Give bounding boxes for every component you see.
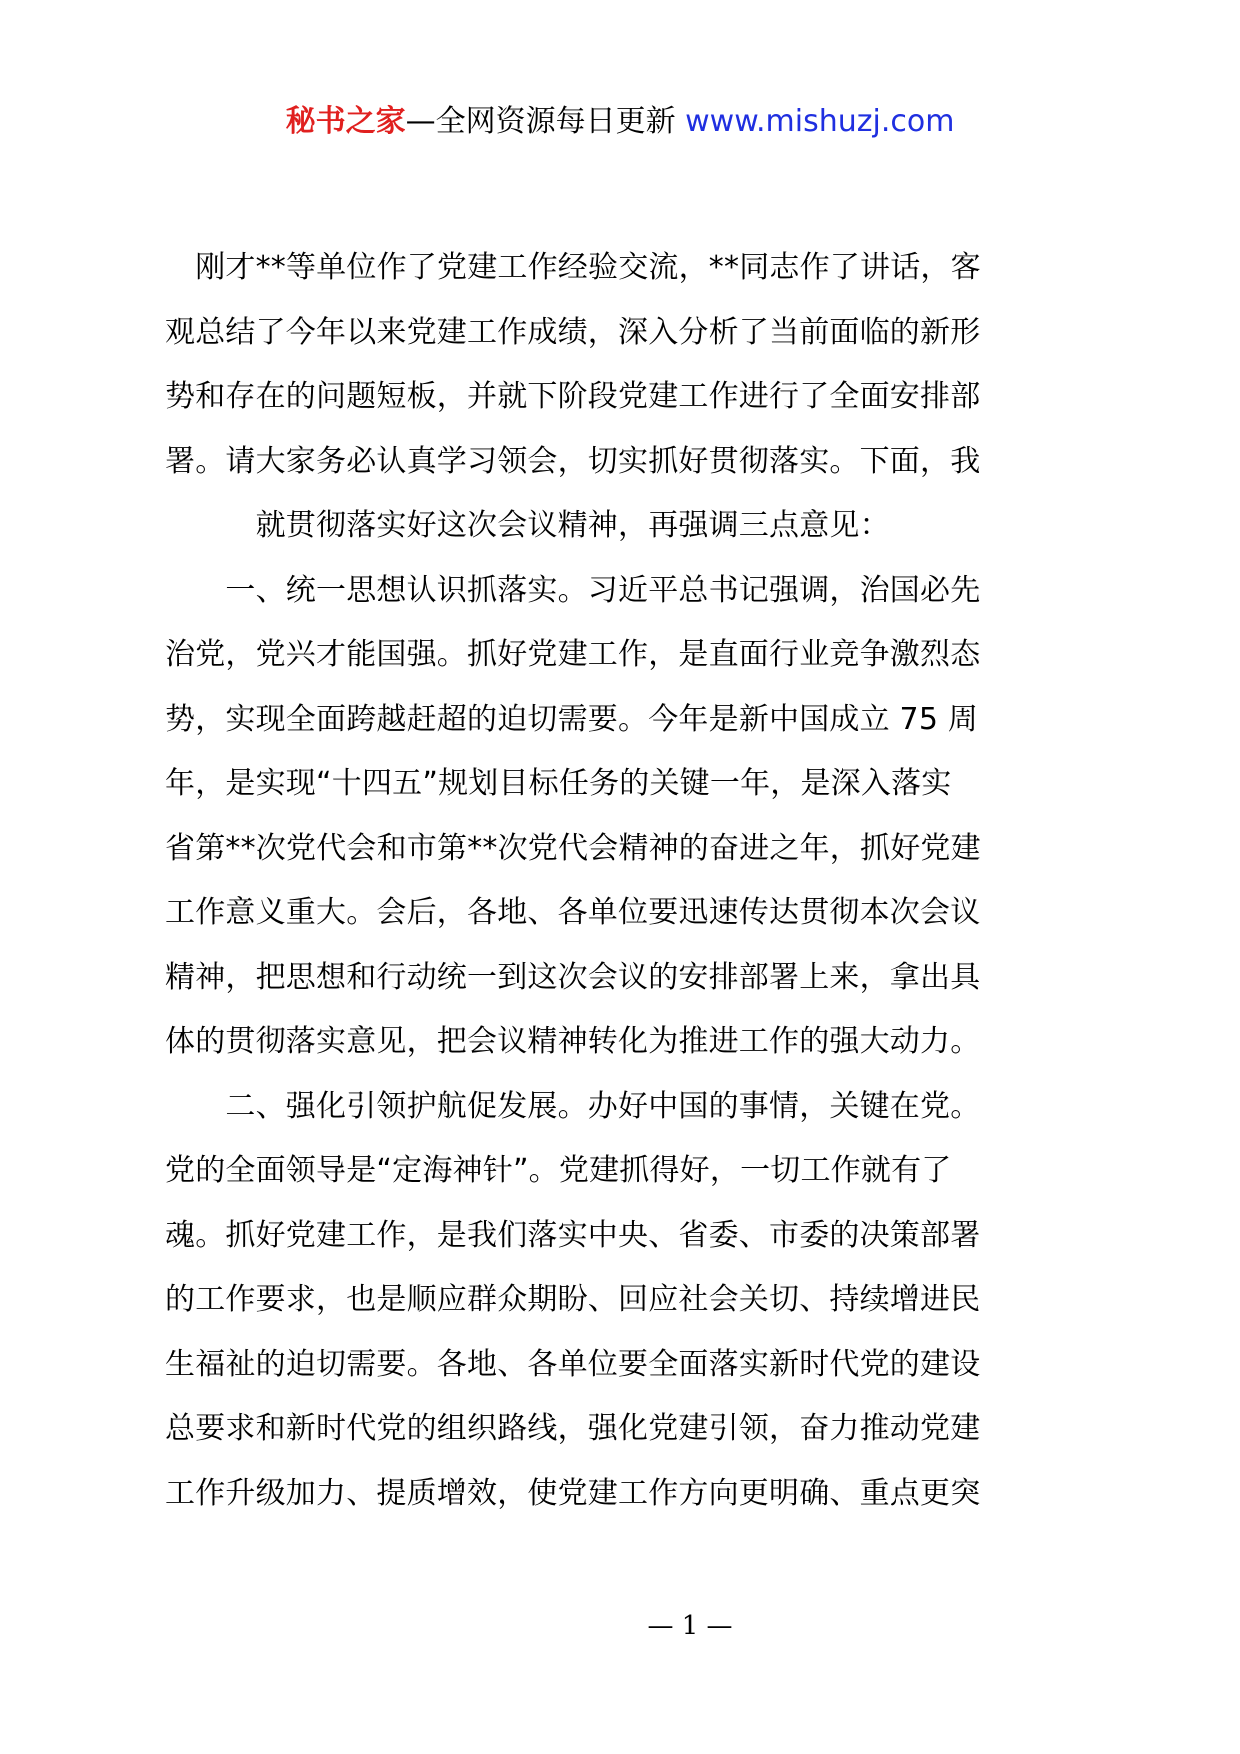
text-line: 势，实现全面跨越赶超的迫切需要。今年是新中国成立 75 周 <box>165 701 979 737</box>
text-line: 刚才**等单位作了党建工作经验交流，**同志作了讲话，客 <box>165 250 981 285</box>
text-line: 年，是实现“十四五”规划目标任务的关键一年，是深入落实 <box>165 766 952 801</box>
text-line: 一、统一思想认识抓落实。习近平总书记强调，治国必先 <box>165 572 981 608</box>
text-line: 工作升级加力、提质增效，使党建工作方向更明确、重点更突 <box>165 1475 981 1511</box>
text-line: 署。请大家务必认真学习领会，切实抓好贯彻落实。下面，我 <box>165 443 981 479</box>
text-line: 治党，党兴才能国强。抓好党建工作，是直面行业竞争激烈态 <box>165 637 981 672</box>
text-line: 省第**次党代会和市第**次党代会精神的奋进之年，抓好党建 <box>165 830 981 866</box>
site-url: www.mishuzj.com <box>685 104 955 139</box>
text-line: 的工作要求，也是顺应群众期盼、回应社会关切、持续增进民 <box>165 1282 981 1317</box>
tagline: —全网资源每日更新 <box>405 104 676 139</box>
document-body <box>165 236 1085 1526</box>
text-line: 势和存在的问题短板，并就下阶段党建工作进行了全面安排部 <box>165 379 981 414</box>
site-header <box>0 100 1240 144</box>
text-line: 魂。抓好党建工作，是我们落实中央、省委、市委的决策部署 <box>165 1217 981 1253</box>
text-line: 总要求和新时代党的组织路线，强化党建引领，奋力推动党建 <box>165 1411 981 1446</box>
text-line: 就贯彻落实好这次会议精神，再强调三点意见： <box>165 508 890 543</box>
text-line: 观总结了今年以来党建工作成绩，深入分析了当前面临的新形 <box>165 314 981 350</box>
brand-name: 秘书之家 <box>285 104 406 139</box>
text-line: 生福祉的迫切需要。各地、各单位要全面落实新时代党的建设 <box>165 1346 981 1382</box>
text-line: 二、强化引领护航促发展。办好中国的事情，关键在党。 <box>165 1088 981 1124</box>
page-number: — 1 — <box>647 1611 733 1641</box>
text-line: 体的贯彻落实意见，把会议精神转化为推进工作的强大动力。 <box>165 1024 981 1059</box>
text-line: 党的全面领导是“定海神针”。党建抓得好，一切工作就有了 <box>165 1153 952 1188</box>
text-line: 工作意义重大。会后，各地、各单位要迅速传达贯彻本次会议 <box>165 895 981 930</box>
text-line: 精神，把思想和行动统一到这次会议的安排部署上来，拿出具 <box>165 959 981 995</box>
